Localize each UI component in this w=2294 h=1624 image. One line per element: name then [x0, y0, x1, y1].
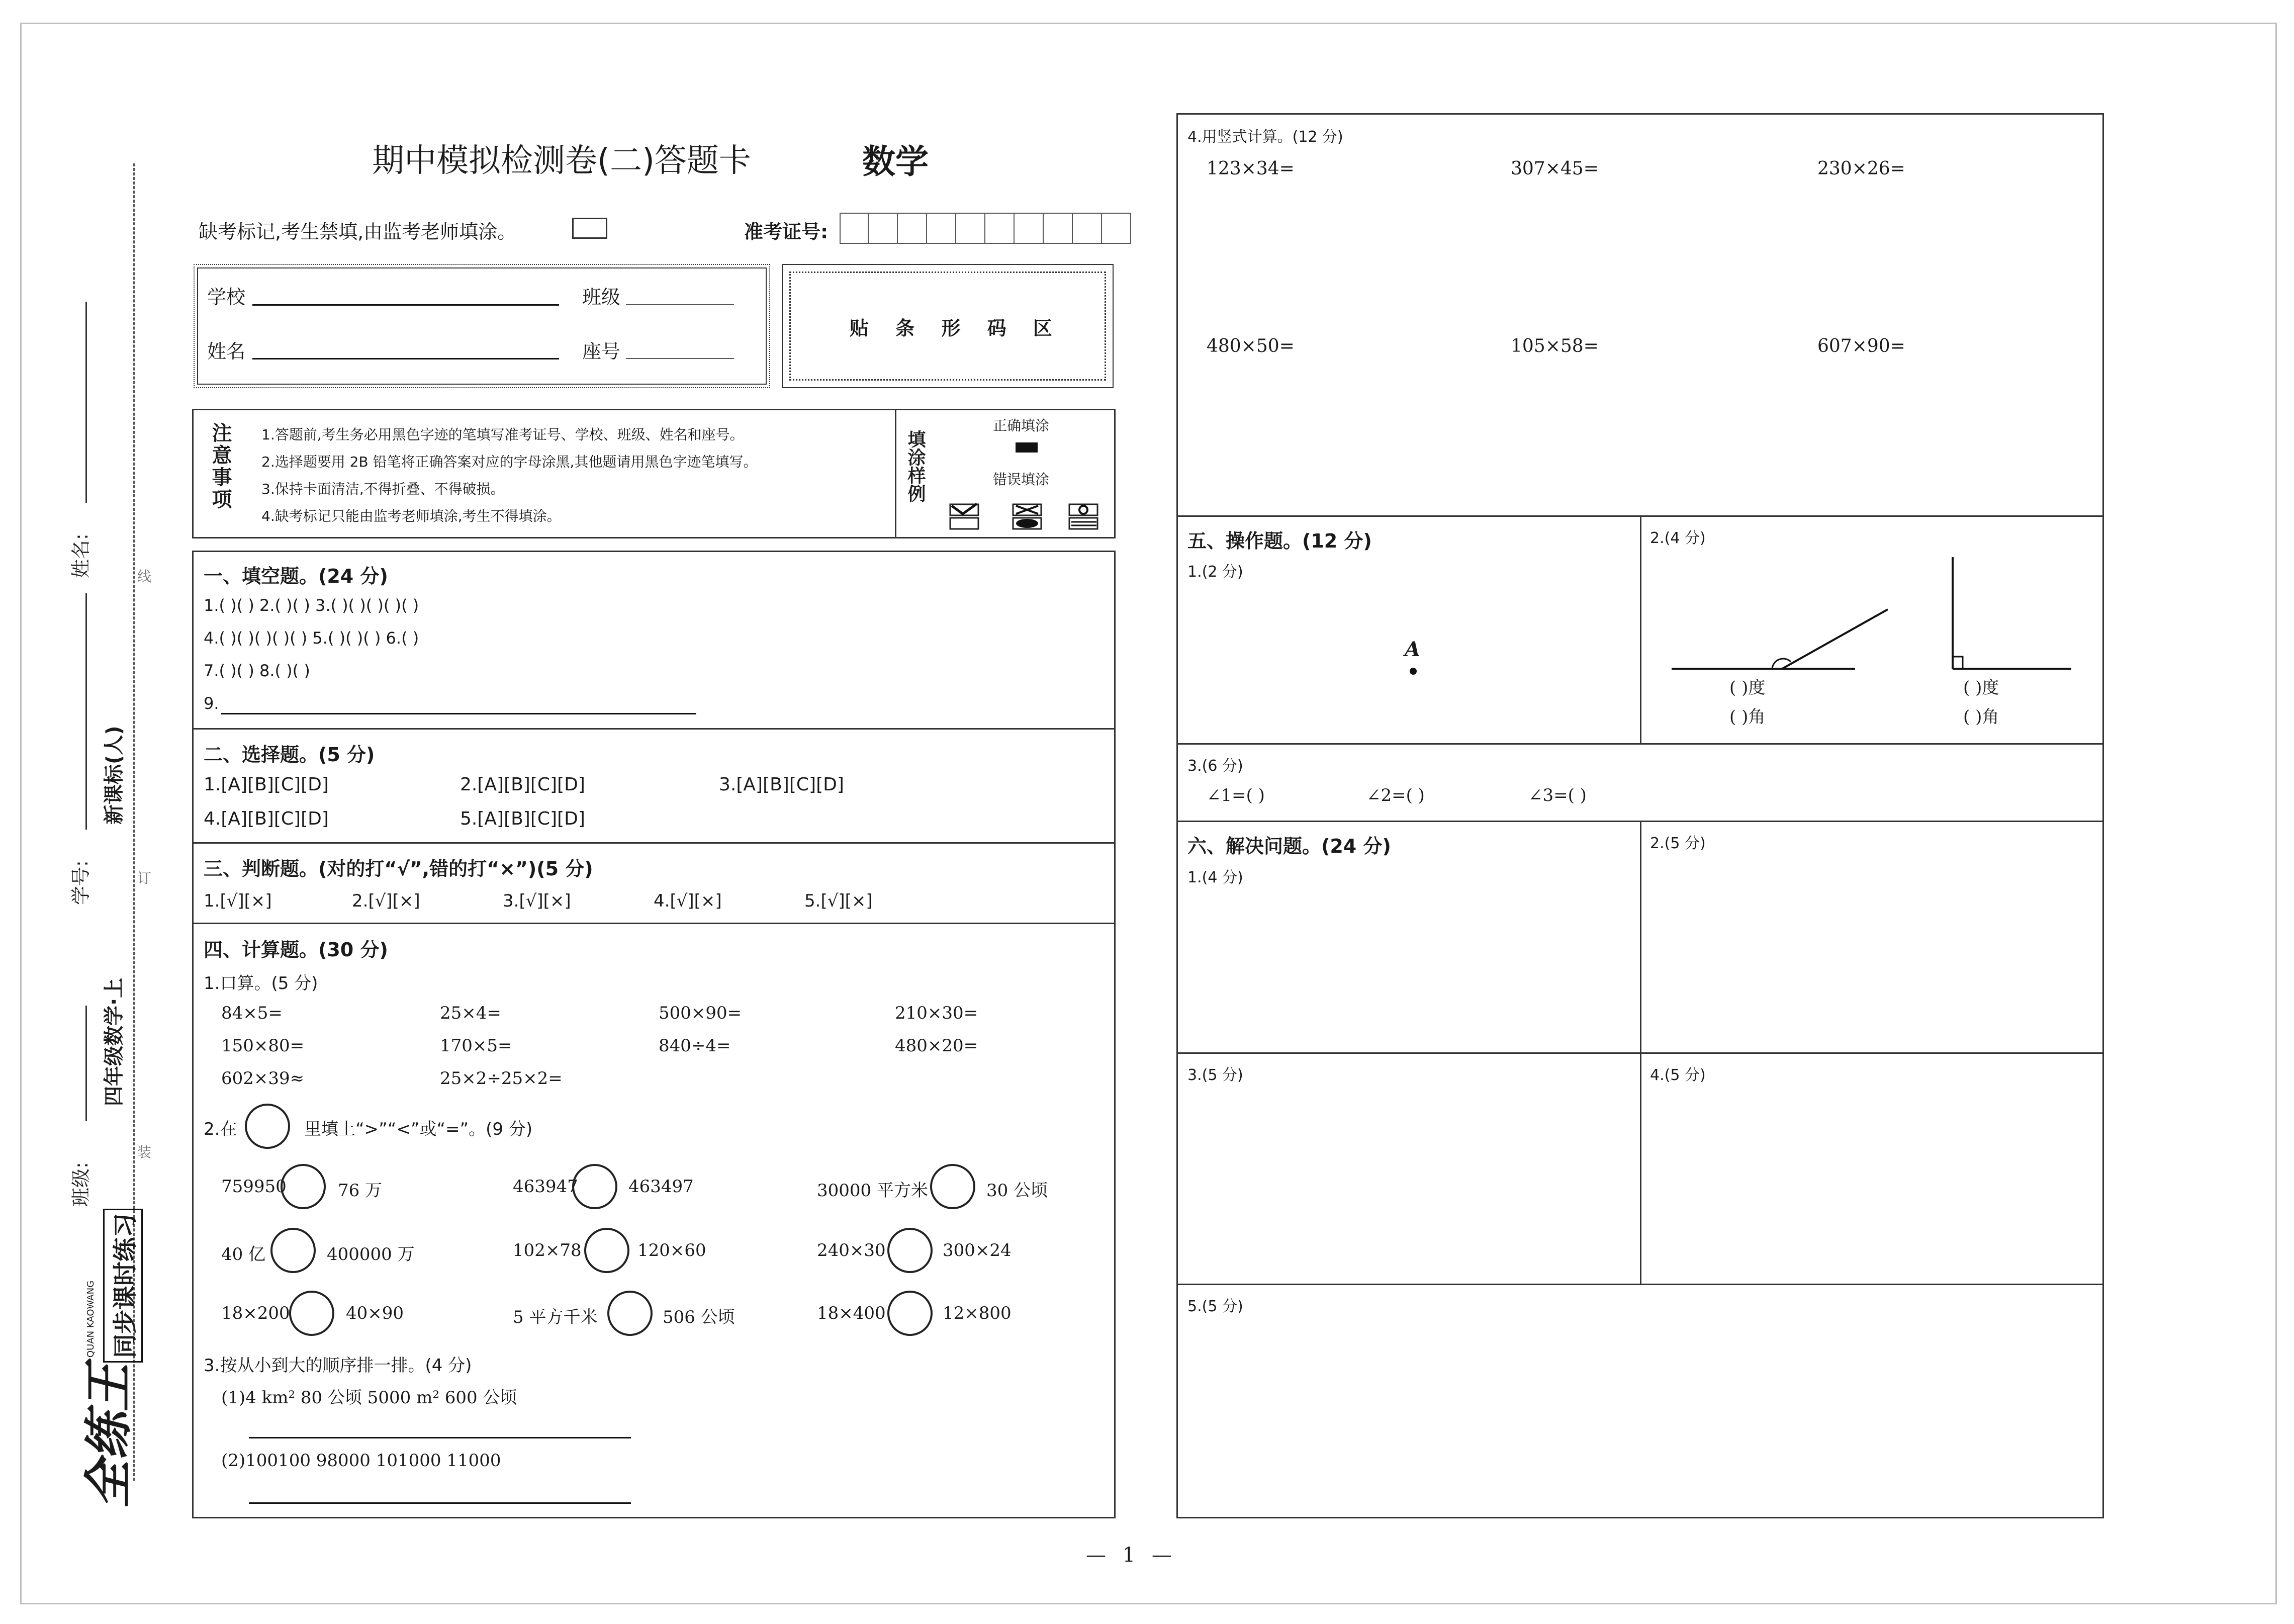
vertical-calc-item: 105×58= [1511, 336, 1599, 356]
section1-line-3[interactable]: 7.( )( ) 8.( )( ) [204, 661, 310, 680]
spine-student-no-line [85, 593, 87, 830]
oral-item: 25×2÷25×2= [440, 1068, 563, 1089]
compare-title-a: 2.在 [204, 1119, 237, 1139]
choice-q1[interactable]: 1.[A][B][C][D] [204, 774, 329, 795]
angle-blank-1[interactable]: ∠1=( ) [1207, 785, 1265, 805]
problem-q4: 4.(5 分) [1650, 1066, 1706, 1084]
section4-title: 四、计算题。(30 分) [204, 939, 388, 961]
operation-q2: 2.(4 分) [1650, 529, 1706, 547]
point-a [1410, 668, 1417, 675]
compare-circle[interactable] [572, 1164, 617, 1209]
divider-s5q2-s5q3 [1176, 743, 2104, 745]
compare-title-b: 里填上“>”“<”或“=”。(9 分) [304, 1119, 533, 1139]
section3-title: 三、判断题。(对的打“√”,错的打“×”)(5 分) [204, 858, 593, 880]
section1-title: 一、填空题。(24 分) [204, 565, 388, 587]
oral-item: 210×30= [895, 1003, 978, 1023]
compare-circle[interactable] [584, 1228, 629, 1273]
problem-q1: 1.(4 分) [1187, 869, 1243, 886]
problem-q3: 3.(5 分) [1187, 1066, 1243, 1084]
oral-item: 25×4= [440, 1003, 501, 1023]
barcode-label: 贴 条 形 码 区 [850, 317, 1062, 339]
subject-title: 数学 [862, 142, 929, 181]
answer-area-right [1176, 113, 2104, 1518]
compare-right: 463497 [628, 1177, 694, 1197]
compare-right: 400000 万 [327, 1244, 415, 1265]
cut-label-ding: 订 [137, 867, 151, 887]
section5-title: 五、操作题。(12 分) [1187, 530, 1372, 552]
order-title: 3.按从小到大的顺序排一排。(4 分) [204, 1356, 472, 1376]
vertical-calc-item: 607×90= [1817, 336, 1905, 356]
compare-circle[interactable] [887, 1228, 933, 1273]
class-label: 班级 [582, 286, 621, 308]
oral-item: 480×20= [895, 1036, 978, 1056]
brand-pinyin: QUAN KAOWANG [85, 1280, 96, 1358]
compare-circle[interactable] [289, 1291, 334, 1336]
compare-circle[interactable] [887, 1291, 933, 1336]
divider-s3-s4 [192, 923, 1116, 924]
oral-item: 500×90= [659, 1003, 742, 1023]
oral-item: 602×39≈ [221, 1068, 305, 1089]
compare-left: 5 平方千米 [513, 1307, 598, 1327]
problem-q5: 5.(5 分) [1187, 1298, 1243, 1315]
compare-right: 120×60 [637, 1240, 706, 1260]
compare-left: 40 亿 [221, 1244, 266, 1265]
compare-left: 240×30 [817, 1240, 886, 1260]
vertical-calc-title: 4.用竖式计算。(12 分) [1187, 128, 1343, 146]
tf-q3[interactable]: 3.[√][×] [503, 891, 571, 911]
compare-right: 506 公顷 [663, 1307, 735, 1327]
choice-q4[interactable]: 4.[A][B][C][D] [204, 808, 329, 829]
wrong-fill-samples [948, 502, 1114, 532]
student-info-inner [197, 267, 767, 385]
angle1-degree-blank[interactable]: ( )度 [1729, 678, 1766, 698]
compare-left: 759950 [221, 1177, 287, 1197]
order-row-2: (2)100100 98000 101000 11000 [221, 1451, 501, 1471]
notice-item-1: 1.答题前,考生务必用黑色字迹的笔填写准考证号、学校、班级、姓名和座号。 [261, 426, 744, 443]
section2-title: 二、选择题。(5 分) [204, 744, 375, 766]
name-label: 姓名 [207, 340, 246, 363]
oral-item: 150×80= [221, 1036, 305, 1056]
tf-q2[interactable]: 2.[√][×] [352, 891, 420, 911]
choice-q2[interactable]: 2.[A][B][C][D] [460, 774, 585, 795]
divider-s1-s2 [192, 728, 1116, 730]
spine-grade-book: 四年级数学·上 [103, 977, 126, 1106]
compare-circle-example [245, 1104, 290, 1149]
compare-right: 30 公顷 [986, 1181, 1048, 1201]
tf-q4[interactable]: 4.[√][×] [654, 891, 722, 911]
oral-item: 84×5= [221, 1003, 283, 1023]
class-field[interactable] [626, 304, 734, 305]
order-answer-line-2[interactable] [249, 1502, 631, 1504]
divider-s5-cols [1640, 515, 1641, 743]
vertical-calc-item: 230×26= [1817, 158, 1905, 179]
page-number: — 1 — [1086, 1544, 1177, 1567]
name-field[interactable] [252, 358, 559, 359]
compare-circle[interactable] [930, 1164, 975, 1209]
seat-label: 座号 [582, 340, 621, 363]
oral-calc-title: 1.口算。(5 分) [204, 973, 318, 994]
seat-field[interactable] [626, 358, 734, 359]
tf-q1[interactable]: 1.[√][×] [204, 891, 272, 911]
angle2-type-blank[interactable]: ( )角 [1963, 707, 1999, 727]
school-label: 学校 [207, 286, 246, 308]
compare-left: 463947 [513, 1177, 578, 1197]
compare-left: 18×200 [221, 1303, 290, 1323]
absent-mark-box[interactable] [572, 218, 607, 239]
correct-fill-sample [1016, 442, 1038, 453]
sample-title: 填涂样例 [905, 430, 926, 502]
exam-id-label: 准考证号: [744, 221, 829, 243]
compare-right: 12×800 [943, 1303, 1012, 1323]
compare-right: 40×90 [346, 1303, 404, 1323]
wrong-fill-label: 错误填涂 [993, 471, 1050, 488]
compare-right: 76 万 [338, 1181, 383, 1201]
spine-name-line [85, 302, 87, 503]
vertical-calc-item: 123×34= [1207, 158, 1295, 179]
compare-right: 300×24 [943, 1240, 1012, 1260]
divider-s6-row3 [1176, 1284, 2104, 1285]
order-row-1: (1)4 km² 80 公顷 5000 m² 600 公顷 [221, 1388, 517, 1408]
oral-item: 170×5= [440, 1036, 512, 1056]
angle-blank-2[interactable]: ∠2=( ) [1366, 785, 1425, 805]
spine-student-no-label: 学号: [70, 860, 92, 905]
school-field[interactable] [252, 304, 559, 306]
notice-title: 注意事项 [209, 422, 232, 511]
notice-item-3: 3.保持卡面清洁,不得折叠、不得破损。 [261, 481, 505, 497]
angle-figures [1659, 553, 2081, 684]
spine-class-line [85, 1006, 87, 1121]
correct-fill-label: 正确填涂 [993, 417, 1050, 434]
notice-divider [895, 409, 896, 538]
cut-label-xian: 线 [137, 566, 151, 586]
notice-item-2: 2.选择题要用 2B 铅笔将正确答案对应的字母涂黑,其他题请用黑色字迹笔填写。 [261, 454, 758, 470]
section1-line-4-label: 9. [204, 694, 219, 713]
compare-circle[interactable] [281, 1164, 326, 1209]
choice-q5[interactable]: 5.[A][B][C][D] [460, 808, 585, 829]
divider-s2-s3 [192, 842, 1116, 844]
section1-line-1[interactable]: 1.( )( ) 2.( )( ) 3.( )( )( )( )( ) [204, 596, 419, 615]
section6-title: 六、解决问题。(24 分) [1187, 835, 1391, 857]
operation-q3: 3.(6 分) [1187, 757, 1243, 775]
exam-id-boxes[interactable] [840, 213, 1131, 244]
vertical-calc-item: 480×50= [1207, 336, 1295, 356]
section1-q9-line[interactable] [221, 713, 696, 714]
absent-note: 缺考标记,考生禁填,由监考老师填涂。 [199, 221, 517, 243]
spine-name-label: 姓名: [70, 533, 92, 578]
compare-circle[interactable] [270, 1228, 316, 1273]
section1-line-2[interactable]: 4.( )( )( )( )( ) 5.( )( )( ) 6.( ) [204, 628, 419, 648]
compare-left: 30000 平方米 [817, 1181, 928, 1201]
notice-item-4: 4.缺考标记只能由监考老师填涂,考生不得填涂。 [261, 508, 561, 524]
problem-q2: 2.(5 分) [1650, 835, 1706, 852]
oral-item: 840÷4= [659, 1036, 731, 1056]
angle-blank-3[interactable]: ∠3=( ) [1528, 785, 1587, 805]
choice-q3[interactable]: 3.[A][B][C][D] [719, 774, 844, 795]
vertical-calc-item: 307×45= [1511, 158, 1599, 179]
divider-s6-cols [1640, 821, 1641, 1284]
point-a-label: A [1405, 638, 1421, 661]
operation-q1: 1.(2 分) [1187, 563, 1243, 581]
spine-edition: 新课标(人) [103, 726, 126, 825]
compare-left: 102×78 [513, 1240, 582, 1260]
angle2-degree-blank[interactable]: ( )度 [1963, 678, 1999, 698]
compare-circle[interactable] [607, 1291, 653, 1336]
cut-label-zhuang: 装 [137, 1141, 151, 1161]
angle1-type-blank[interactable]: ( )角 [1729, 707, 1766, 727]
brand-main: 全练王 [80, 1364, 137, 1508]
brand-sub: 同步课时练习 [103, 1209, 143, 1363]
order-answer-line-1[interactable] [249, 1437, 631, 1438]
page-title: 期中模拟检测卷(二)答题卡 [372, 142, 751, 179]
compare-left: 18×400 [817, 1303, 886, 1323]
tf-q5[interactable]: 5.[√][×] [804, 891, 873, 911]
spine-class-label: 班级: [70, 1162, 92, 1207]
